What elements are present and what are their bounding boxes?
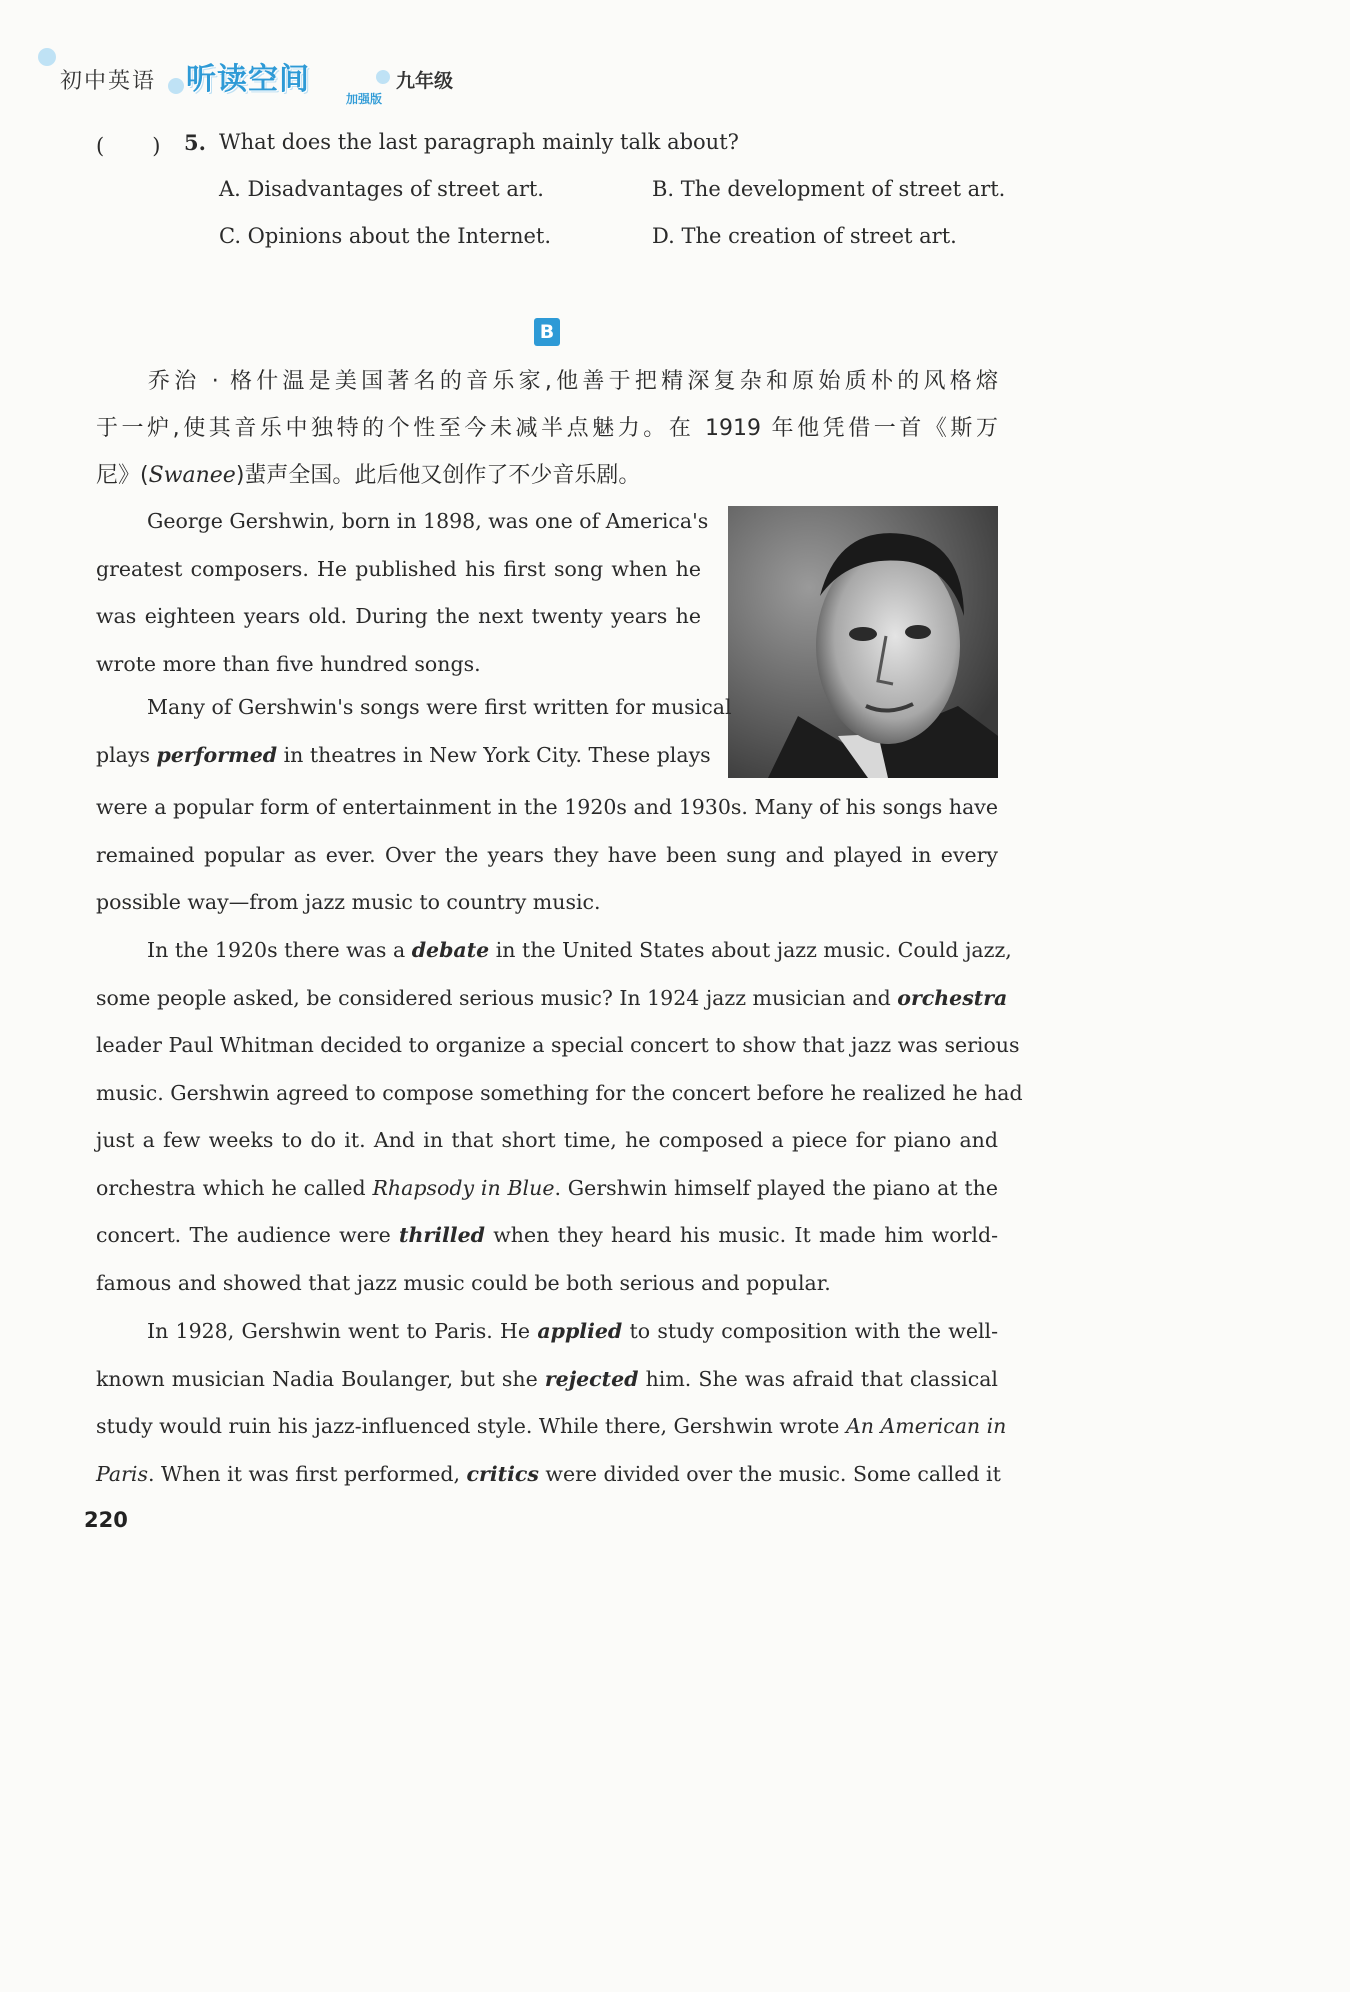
piece-title: Rhapsody in Blue <box>372 1175 555 1200</box>
paragraph-2-cont <box>96 784 998 927</box>
text-line <box>96 975 1008 1023</box>
chinese-intro <box>96 358 998 499</box>
paragraph-3 <box>96 927 1023 1307</box>
text-line: music. Gershwin agreed to compose something for the concert before he realized he had <box>96 1080 1023 1105</box>
series-title: 初中英语 <box>60 69 157 94</box>
text-line: George Gershwin, born in 1898, was one of America's <box>147 509 709 533</box>
keyword: thrilled <box>399 1223 485 1247</box>
text-segment: some people asked, be considered serious music? In 1924 jazz musician and <box>96 985 891 1010</box>
paragraph-4 <box>96 1308 1007 1498</box>
question-number: 5. <box>184 130 206 155</box>
option-b: B. The development of street art. <box>652 177 1006 201</box>
text-line: were a popular form of entertainment in the 1920s and 1930s. Many of his songs have <box>96 795 998 819</box>
paragraph-2 <box>96 684 732 779</box>
piece-title: Paris <box>96 1461 148 1486</box>
intro-text: )蜚声全国。此后他又创作了不少音乐剧。 <box>235 463 641 488</box>
piece-title: An American in <box>845 1414 1007 1438</box>
text-line <box>96 732 711 780</box>
text-segment: to study composition with the well- <box>629 1319 998 1343</box>
page-number: 220 <box>84 1508 128 1532</box>
text-segment: orchestra which he called <box>96 1175 366 1200</box>
intro-line: 于一炉,使其音乐中独特的个性至今未减半点魅力。在 1919 年他凭借一首《斯万 <box>96 416 998 441</box>
decor-dot <box>168 78 184 94</box>
text-line <box>96 1403 1007 1451</box>
text-line: wrote more than five hundred songs. <box>96 651 481 676</box>
keyword: performed <box>156 742 278 767</box>
decor-dot <box>38 48 56 66</box>
text-segment: concert. The audience were <box>96 1223 391 1247</box>
text-segment: study would ruin his jazz-influenced style. While there, Gershwin wrote <box>96 1414 840 1438</box>
grade-label: 九年级 <box>396 70 454 92</box>
intro-text: 尼》( <box>96 463 149 488</box>
text-line: leader Paul Whitman decided to organize a special concert to show that jazz was serious <box>96 1033 1020 1057</box>
text-segment: in the United States about jazz music. Could jazz, <box>495 938 1012 962</box>
page-header <box>38 48 558 108</box>
text-segment: him. She was afraid that classical <box>645 1366 998 1391</box>
paragraph-1 <box>96 498 709 688</box>
text-segment: known musician Nadia Boulanger, but she <box>96 1366 538 1391</box>
text-segment: . Gershwin himself played the piano at the <box>554 1175 998 1200</box>
question-text: What does the last paragraph mainly talk about? <box>219 130 739 154</box>
option-d: D. The creation of street art. <box>652 224 957 248</box>
text-line <box>96 1356 998 1404</box>
text-line <box>96 927 1012 975</box>
answer-blank: ( ) <box>96 134 163 158</box>
keyword: orchestra <box>897 985 1008 1010</box>
text-line: was eighteen years old. During the next twenty years he <box>96 604 701 628</box>
text-segment: when they heard his music. It made him world- <box>493 1223 998 1247</box>
text-line: famous and showed that jazz music could be both serious and popular. <box>96 1270 831 1295</box>
text-segment: in theatres in New York City. These plays <box>283 742 711 767</box>
text-line <box>96 1308 998 1356</box>
keyword: rejected <box>544 1366 639 1391</box>
text-line: possible way—from jazz music to country music. <box>96 890 601 914</box>
intro-line <box>96 452 998 499</box>
text-segment: plays <box>96 742 151 767</box>
text-line: Many of Gershwin's songs were first written for musical <box>147 695 732 719</box>
intro-line: 乔治 · 格什温是美国著名的音乐家,他善于把精深复杂和原始质朴的风格熔 <box>148 369 998 394</box>
song-title: Swanee <box>148 463 236 488</box>
text-line: just a few weeks to do it. And in that short time, he composed a piece for piano and <box>96 1128 998 1152</box>
text-segment: In 1928, Gershwin went to Paris. He <box>147 1319 531 1343</box>
text-line <box>96 1451 1001 1499</box>
text-segment: . When it was first performed, <box>147 1461 460 1486</box>
text-line <box>96 1212 998 1260</box>
decor-dot <box>376 70 390 84</box>
gershwin-portrait-photo <box>728 506 998 778</box>
section-badge: B <box>534 318 560 346</box>
keyword: critics <box>466 1461 539 1486</box>
brand-edition: 加强版 <box>346 92 383 106</box>
text-line: greatest composers. He published his first song when he <box>96 556 701 581</box>
keyword: debate <box>411 938 490 962</box>
brand-logo: 听读空间 <box>186 62 310 97</box>
text-segment: In the 1920s there was a <box>147 938 406 962</box>
option-a: A. Disadvantages of street art. <box>219 177 544 201</box>
text-line <box>96 1165 998 1213</box>
keyword: applied <box>537 1319 623 1343</box>
text-segment: were divided over the music. Some called it <box>545 1461 1001 1486</box>
text-line: remained popular as ever. Over the years they have been sung and played in every <box>96 842 998 867</box>
portrait-image <box>728 506 998 778</box>
option-c: C. Opinions about the Internet. <box>219 224 552 248</box>
